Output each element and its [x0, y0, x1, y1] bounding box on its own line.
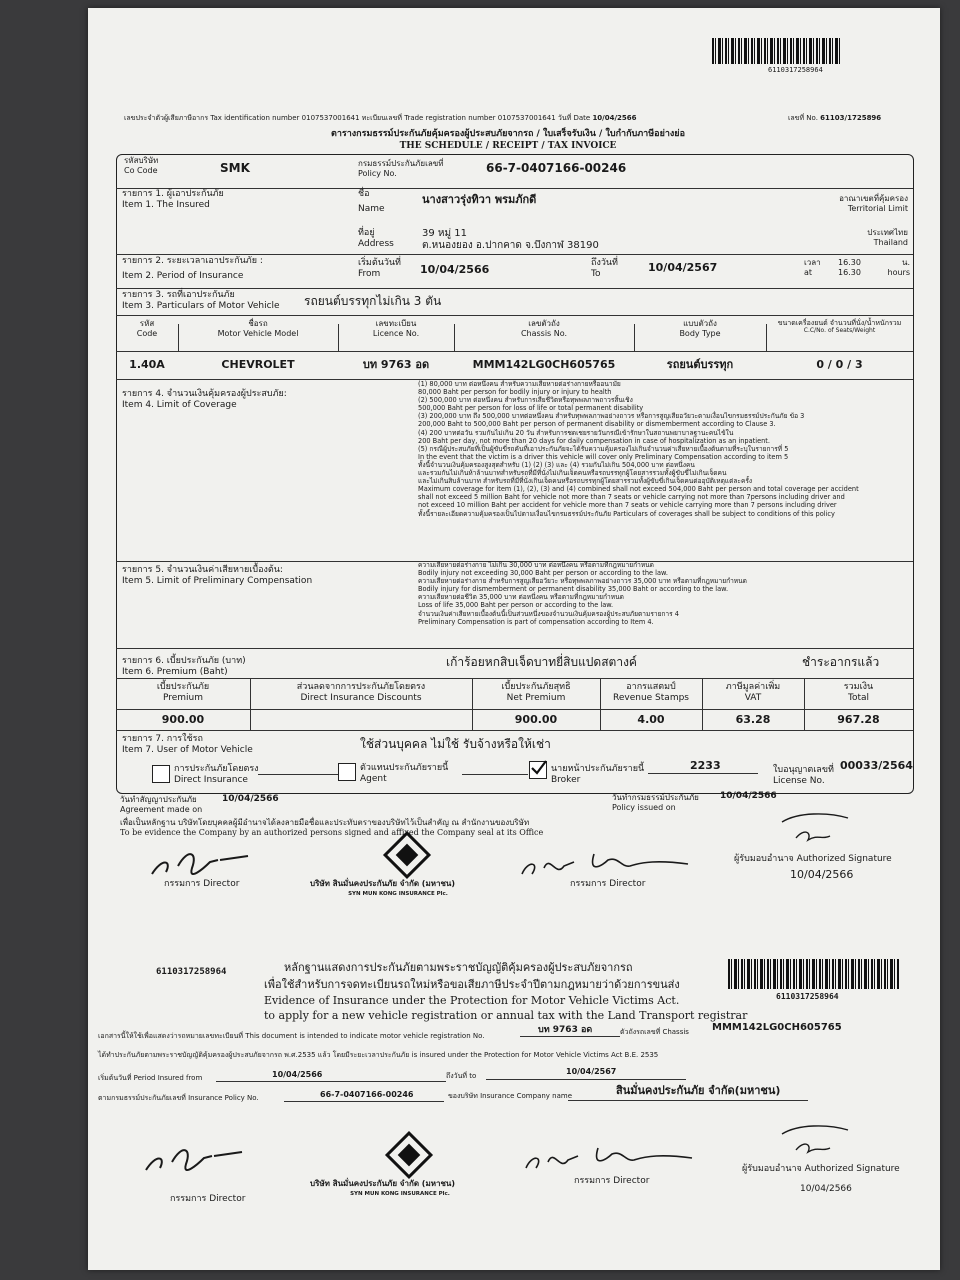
premium-cell: 63.28 — [735, 713, 771, 726]
coverage-line: ทั้งนี้จำนวนเงินคุ้มครองสูงสุดสำหรับ (1) (2) (3) และ (4) รวมกันไม่เกิน 504,000 บาท ต่อหนึ่งคน — [418, 460, 695, 469]
evidence-number-left: 6110317258964 — [156, 967, 227, 977]
vehicle-col-header — [116, 319, 178, 339]
company-logo-2 — [385, 1131, 433, 1179]
premium-col-divider — [600, 678, 601, 730]
premium-col-header-th: เบี้ยประกันภัยสุทธิ — [501, 682, 571, 692]
coverage-line: (4) 200 บาทต่อวัน รวมกันไม่เกิน 20 วัน สำหรับการชดเชยรายวันกรณีเข้ารักษาในสถานพยาบาลฐานะคนไข้ใน — [418, 428, 734, 437]
evidence-chassis-no: MMM142LG0CH605765 — [712, 1022, 842, 1033]
coverage-line: (1) 80,000 บาท ต่อหนึ่งคน สำหรับความเสียหายต่อร่างกายหรืออนามัย — [418, 380, 621, 388]
premium-col-header-en: Direct Insurance Discounts — [300, 693, 422, 703]
premium-cell: 967.28 — [837, 713, 880, 726]
vehicle-col-header — [454, 319, 634, 339]
coverage-line: (5) กรณีผู้ประสบภัยที่เป็นผู้ขับขี่รถคันที่เอาประกันภัยจะได้รับความคุ้มครองไม่เกินจำนวนค่าเสียหายเบื้องต้นตามที่ระบุในรายการที่ 5 — [418, 444, 789, 453]
premium-cell: 4.00 — [637, 713, 665, 726]
check-mark-icon — [530, 759, 548, 777]
coverage-line: shall not exceed 5 million Baht for vehicle not more than 7 seats or vehicle carrying not more than 7persons including driver and — [418, 493, 845, 502]
agent-label: ตัวแทนประกันภัยรายนี้ Agent — [360, 763, 449, 784]
period-to: 10/04/2567 — [648, 261, 718, 274]
authorized-date-1: 10/04/2566 — [790, 868, 854, 881]
evidence-policy-label: ตามกรมธรรม์ประกันภัยเลขที่ Insurance Policy No. — [98, 1094, 259, 1102]
vehicle-col-header-en: Body Type — [679, 329, 721, 338]
name-label: ชื่อ Name — [358, 189, 385, 214]
evidence-title-th-1: หลักฐานแสดงการประกันภัยตามพระราชบัญญัติคุ้มครองผู้ประสบภัยจากรถ — [284, 961, 633, 974]
header-date: 10/04/2566 — [592, 114, 637, 122]
header-no: เลขที่ No. 61103/1725896 — [788, 114, 882, 122]
broker-code: 2233 — [690, 759, 721, 772]
item7-label: รายการ 7. การใช้รถ Item 7. User of Motor Vehicle — [122, 734, 253, 755]
from-label: เริ่มต้นวันที่ From — [358, 258, 401, 279]
vehicle-col-divider — [454, 324, 455, 351]
co-code: SMK — [220, 161, 250, 175]
vehicle-col-header-th: ชื่อรถ — [248, 319, 268, 328]
territory-country: ประเทศไทย Thailand — [867, 228, 908, 247]
premium-col-divider — [472, 678, 473, 730]
premium-col-header — [600, 682, 702, 704]
premium-col-header-th: รวมเงิน — [843, 682, 874, 692]
premium-col-divider — [702, 678, 703, 730]
director-label-3: กรรมการ Director — [170, 1194, 246, 1204]
vehicle-col-divider — [634, 324, 635, 351]
company-name-th-1: บริษัท สินมั่นคงประกันภัย จำกัด (มหาชน) — [310, 879, 456, 888]
time-label: เวลา at — [804, 258, 821, 277]
item5-label: รายการ 5. จำนวนเงินค่าเสียหายเบื้องต้น: Item 5. Limit of Preliminary Compensation — [122, 565, 313, 586]
premium-cell: 900.00 — [514, 713, 558, 726]
evidence-barcode — [728, 959, 900, 989]
coverage-line: ทั้งนี้รายละเอียดความคุ้มครองเป็นไปตามเงื่อนไขกรมธรรม์ประกันภัย Particulars of coverages shall be subject to conditions of this policy — [418, 509, 835, 518]
vehicle-description: รถยนต์บรรทุกไม่เกิน 3 ตัน — [304, 294, 442, 308]
vehicle-cell: บท 9763 อด — [362, 358, 430, 371]
vehicle-col-header-en: Code — [136, 329, 158, 338]
director-label-4: กรรมการ Director — [574, 1176, 650, 1186]
premium-col-divider — [804, 678, 805, 730]
coverage-line: ความเสียหายต่อชีวิต 35,000 บาท ต่อหนึ่งคน หรือตามที่กฎหมายกำหนด — [418, 593, 624, 602]
vehicle-col-header-th: เลขทะเบียน — [375, 319, 417, 328]
territorial-limit: อาณาเขตที่คุ้มครอง Territorial Limit — [839, 194, 908, 213]
authorized-signature-2 — [778, 1120, 858, 1160]
co-code-label: รหัสบริษัท Co Code — [124, 156, 159, 175]
evidence-from-label: เริ่มต้นวันที่ Period Insured from — [98, 1074, 203, 1082]
item6-label: รายการ 6. เบี้ยประกันภัย (บาท) Item 6. Premium (Baht) — [122, 656, 246, 677]
premium-col-header-th: อากรแสตมป์ — [626, 682, 676, 692]
item1-label: รายการ 1. ผู้เอาประกันภัย Item 1. The Insured — [122, 189, 224, 210]
authorized-date-2: 10/04/2566 — [800, 1184, 852, 1194]
company-name-en-2: SYN MUN KONG INSURANCE Plc. — [350, 1191, 450, 1197]
coverage-limits-text — [418, 380, 888, 518]
direct-insurance-checkbox[interactable] — [152, 765, 170, 783]
header-ids: เลขประจำตัวผู้เสียภาษีอากร Tax identification number 0107537001641 ทะเบียนเลขที่ Trade registration number 0107537001641 วันที่ Date 10/04/2566 — [124, 114, 637, 122]
agreement-made-date: 10/04/2566 — [222, 794, 279, 804]
top-barcode — [712, 38, 840, 64]
vehicle-col-header — [634, 319, 766, 339]
evidence-title-th-2: เพื่อใช้สำหรับการจดทะเบียนรถใหม่หรือขอเสียภาษีประจำปีตามกฎหมายว่าด้วยการขนส่ง — [264, 978, 680, 991]
vehicle-col-header-en: Licence No. — [372, 329, 420, 338]
act-text: ได้ทำประกันภัยตามพระราชบัญญัติคุ้มครองผู้ประสบภัยจากรถ พ.ศ.2535 แล้ว โดยมีระยะเวลาประกันภัย is insured under the Protection for Motor Vehicle Victims Act B.E. 2535 — [98, 1051, 659, 1059]
company-name-th-2: บริษัท สินมั่นคงประกันภัย จำกัด (มหาชน) — [310, 1179, 456, 1188]
authorized-signature-1 — [778, 808, 858, 848]
agreement-made-label: วันทำสัญญาประกันภัย Agreement made on — [120, 795, 203, 814]
premium-col-header-en: Total — [847, 693, 870, 703]
coverage-line: (2) 500,000 บาท ต่อหนึ่งคน สำหรับการเสียชีวิตหรือทุพพลภาพถาวรสิ้นเชิง — [418, 396, 633, 405]
license-no: 00033/2564 — [840, 759, 913, 772]
evidence-statement-th: เพื่อเป็นหลักฐาน บริษัทโดยบุคคลผู้มีอำนาจได้ลงลายมือชื่อและประทับตราของบริษัทไว้เป็นสำคัญ ณ สำนักงานของบริษัท — [120, 818, 530, 827]
vehicle-cell: รถยนต์บรรทุก — [666, 358, 734, 371]
vehicle-usage: ใช้ส่วนบุคคล ไม่ใช้ รับจ้างหรือให้เช่า — [360, 737, 551, 751]
item4-label: รายการ 4. จำนวนเงินคุ้มครองผู้ประสบภัย: Item 4. Limit of Coverage — [122, 389, 287, 410]
premium-col-header-en: Revenue Stamps — [613, 693, 689, 703]
coverage-line: 200,000 Baht to 500,000 Baht per person of permanent disability or dismemberment according to Clause 3. — [418, 420, 776, 429]
policy-issued-label: วันทำกรมธรรม์ประกันภัย Policy issued on — [612, 793, 699, 812]
title-en: THE SCHEDULE / RECEIPT / TAX INVOICE — [399, 141, 617, 151]
title-th: ตารางกรมธรรม์ประกันภัยคุ้มครองผู้ประสบภัยจากรถ / ใบเสร็จรับเงิน / ใบกำกับภาษีอย่างย่อ — [331, 129, 685, 139]
policy-no-label: กรมธรรม์ประกันภัยเลขที่ Policy No. — [358, 159, 444, 178]
vehicle-col-header-th: เลขตัวถัง — [528, 319, 560, 328]
coverage-line: Loss of life 35,000 Baht per person or according to the law. — [418, 601, 614, 610]
coverage-line: (3) 200,000 บาท ถึง 500,000 บาทต่อหนึ่งคน สำหรับทุพพลภาพอย่างถาวร หรือการสูญเสียอวัยวะตามเงื่อนไขกรมธรรม์ประกันภัย ข้อ 3 — [418, 412, 805, 421]
premium-col-header-th: ภาษีมูลค่าเพิ่ม — [725, 682, 781, 692]
coverage-line: 80,000 Baht per person for bodily injury or injury to health — [418, 388, 612, 397]
coverage-line: Bodily injury not exceeding 30,000 Baht per person or according to the law. — [418, 569, 668, 578]
evidence-policy-no: 66-7-0407166-00246 — [320, 1090, 414, 1099]
vehicle-cell: 0 / 0 / 3 — [816, 358, 863, 371]
insured-address: 39 หมู่ 11 ต.หนองยอง อ.ปากคาด จ.บึงกาฬ 38190 — [422, 228, 599, 251]
vehicle-col-header-th: รหัส — [139, 319, 155, 328]
evidence-reg-no: บท 9763 อด — [538, 1025, 593, 1035]
evidence-to-date: 10/04/2567 — [566, 1067, 617, 1076]
evidence-statement-en: To be evidence the Company by an authorized persons signed and affixed the Company seal at its Office — [120, 828, 544, 837]
insured-name: นางสาวรุ่งทิวา พรมภักดี — [422, 193, 537, 206]
director-label-1: กรรมการ Director — [164, 879, 240, 889]
time-values: 16.30 16.30 — [838, 258, 861, 277]
evidence-number-right: 6110317258964 — [776, 992, 839, 1001]
address-label: ที่อยู่ Address — [358, 228, 394, 249]
evidence-title-en-2: to apply for a new vehicle registration or annual tax with the Land Transport registrar — [264, 1009, 748, 1022]
vehicle-cell: MMM142LG0CH605765 — [472, 358, 616, 371]
vehicle-cell: CHEVROLET — [221, 358, 295, 371]
premium-col-header — [472, 682, 600, 704]
premium-col-header-en: Net Premium — [506, 693, 566, 703]
company-logo-1 — [383, 831, 431, 879]
direct-insurance-label: การประกันภัยโดยตรง Direct Insurance — [174, 764, 259, 785]
coverage-line: Bodily injury for dismemberment or permanent disability 35,000 Baht or according to the law. — [418, 585, 729, 594]
vehicle-col-divider — [178, 324, 179, 351]
vehicle-col-divider — [766, 324, 767, 351]
vehicle-col-header-en: Motor Vehicle Model — [217, 329, 299, 338]
policy-no: 66-7-0407166-00246 — [486, 161, 627, 175]
premium-col-header — [116, 682, 250, 704]
evidence-from-date: 10/04/2566 — [272, 1070, 323, 1079]
coverage-line: ความเสียหายต่อร่างกาย สำหรับการสูญเสียอวัยวะ หรือทุพพลภาพอย่างถาวร 35,000 บาท หรือตามที่กฎหมายกำหนด — [418, 577, 747, 586]
broker-checkbox[interactable] — [529, 761, 547, 779]
evidence-to-label: ถึงวันที่ to — [446, 1072, 477, 1080]
premium-col-divider — [250, 678, 251, 730]
premium-col-header-en: VAT — [744, 693, 762, 703]
director-label-2: กรรมการ Director — [570, 879, 646, 889]
vehicle-col-header-en: Chassis No. — [520, 329, 568, 338]
coverage-line: Preliminary Compensation is part of compensation according to Item 4. — [418, 617, 654, 626]
vehicle-cell: 1.40A — [129, 358, 165, 371]
to-label: ถึงวันที่ To — [591, 258, 618, 279]
premium-col-header — [250, 682, 472, 704]
coverage-line: จำนวนเงินค่าเสียหายเบื้องต้นนี้เป็นส่วนหนึ่งของจำนวนเงินคุ้มครองผู้ประสบภัยตามรายการ 4 — [418, 609, 679, 618]
vehicle-col-header-th: แบบตัวถัง — [683, 319, 717, 328]
time-unit: น. hours — [887, 258, 910, 277]
premium-col-header-en: Premium — [162, 693, 204, 703]
evidence-title-en-1: Evidence of Insurance under the Protection for Motor Vehicle Victims Act. — [264, 994, 680, 1007]
intend-label: เอกสารนี้ให้ใช้เพื่อแสดงว่ารถหมายเลขทะเบียนที่ This document is intended to indicate motor vehicle registration No. — [98, 1032, 485, 1040]
broker-label: นายหน้าประกันภัยรายนี้ Broker — [551, 764, 645, 785]
coverage-line: not exceed 10 million Baht per accident for vehicle more than 7 seats or vehicle carrying more than 7 persons including driver — [418, 501, 837, 510]
stamp-paid-note: ชำระอากรแล้ว — [802, 655, 880, 669]
chassis-label: ตัวถังรถเลขที่ Chassis — [620, 1028, 689, 1036]
authorized-label-1: ผู้รับมอบอำนาจ Authorized Signature — [734, 854, 892, 864]
evidence-company-label: ของบริษัท Insurance Company name — [448, 1092, 573, 1100]
evidence-company-name: สินมั่นคงประกันภัย จำกัด(มหาชน) — [616, 1084, 781, 1097]
premium-in-words: เก้าร้อยหกสิบเจ็ดบาทยี่สิบแปดสตางค์ — [446, 655, 637, 669]
vehicle-col-header — [178, 319, 338, 339]
premium-cell: 900.00 — [161, 713, 205, 726]
authorized-label-2: ผู้รับมอบอำนาจ Authorized Signature — [742, 1164, 900, 1174]
vehicle-col-header — [338, 319, 454, 339]
period-from: 10/04/2566 — [420, 263, 490, 276]
director-signature-3 — [142, 1136, 262, 1186]
coverage-line: In the event that the victim is a driver this vehicle will cover only Preliminary Compensation according to item 5 — [418, 452, 789, 461]
vehicle-col-header — [766, 319, 913, 335]
vehicle-col-header-en: C.C/No. of Seats/Weight — [803, 327, 876, 334]
vehicle-col-header-th: ขนาดเครื่องยนต์ จำนวนที่นั่ง/น้ำหนักรวม — [777, 319, 902, 327]
license-label: ใบอนุญาตเลขที่ License No. — [773, 765, 834, 786]
coverage-line: ความเสียหายต่อร่างกาย ไม่เกิน 30,000 บาท ต่อหนึ่งคน หรือตามที่กฎหมายกำหนด — [418, 561, 654, 569]
premium-col-header-th: ส่วนลดจากการประกันภัยโดยตรง — [296, 682, 426, 692]
coverage-line: 500,000 Baht per person for loss of life or total permanent disability — [418, 404, 644, 413]
premium-col-header-th: เบี้ยประกันภัย — [156, 682, 210, 692]
company-name-en-1: SYN MUN KONG INSURANCE Plc. — [348, 891, 448, 897]
vehicle-col-divider — [338, 324, 339, 351]
premium-col-header — [702, 682, 804, 704]
coverage-line: Maximum coverage for item (1), (2), (3) and (4) combined shall not exceed 504,000 Baht per person and total coverage per accident — [418, 485, 859, 494]
premium-col-header — [804, 682, 913, 704]
agent-checkbox[interactable] — [338, 763, 356, 781]
preliminary-compensation-text — [418, 561, 888, 626]
item2-label: รายการ 2. ระยะเวลาเอาประกันภัย : Item 2. Period of Insurance — [122, 256, 263, 281]
document-page — [88, 8, 940, 1270]
policy-issued-date: 10/04/2566 — [720, 791, 777, 801]
coverage-line: และรวมกันไม่เกินห้าล้านบาทสำหรับรถที่มีที่นั่งไม่เกินเจ็ดคนหรือรถบรรทุกผู้โดยสารรวมทั้งผู้ขับขี่ไม่เกินเจ็ดคน — [418, 469, 727, 478]
coverage-line: 200 Baht per day, not more than 20 days for daily compensation in case of hospitalization as an inpatient. — [418, 436, 770, 445]
coverage-line: และไม่เกินสิบล้านบาท สำหรับรถที่มีที่นั่งเกินเจ็ดคนหรือรถบรรทุกผู้โดยสารรวมทั้งผู้ขับขี่เกินเจ็ดคนต่ออุบัติเหตุแต่ละครั้ง — [418, 477, 753, 486]
item3-label: รายการ 3. รถที่เอาประกันภัย Item 3. Particulars of Motor Vehicle — [122, 290, 280, 311]
top-barcode-number: 6110317258964 — [768, 66, 823, 74]
